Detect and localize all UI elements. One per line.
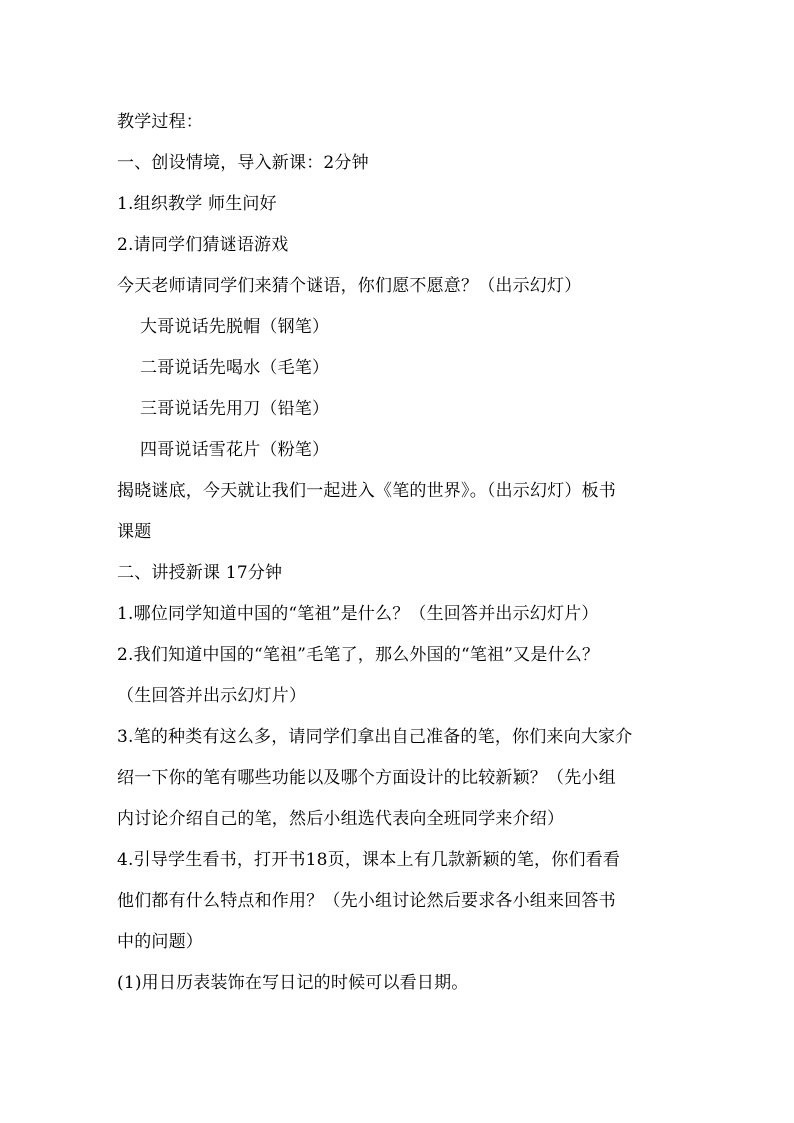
paragraph-line: 2.我们知道中国的“笔祖”毛笔了，那么外国的“笔祖”又是什么？ [117, 645, 600, 665]
riddle-line: 二哥说话先喝水（毛笔） [140, 358, 330, 378]
paragraph-line: 4.引导学生看书，打开书18页，课本上有几款新颖的笔，你们看看 [117, 850, 621, 870]
paragraph-line: 今天老师请同学们来猜个谜语，你们愿不愿意？（出示幻灯） [117, 276, 582, 296]
paragraph-line: 3.笔的种类有这么多，请同学们拿出自己准备的笔，你们来向大家介 [117, 727, 633, 747]
paragraph-line: 2.请同学们猜谜语游戏 [117, 235, 289, 255]
paragraph-line: (1)用日历表装饰在写日记的时候可以看日期。 [117, 973, 469, 993]
section-heading-process: 教学过程： [117, 112, 203, 132]
riddle-line: 四哥说话雪花片（粉笔） [140, 440, 330, 460]
paragraph-line: 1.哪位同学知道中国的“笔祖”是什么？（生回答并出示幻灯片） [117, 604, 599, 624]
paragraph-line: （生回答并出示幻灯片） [117, 686, 307, 706]
paragraph-line: 揭晓谜底，今天就让我们一起进入《笔的世界》。（出示幻灯）板书 [117, 481, 616, 501]
paragraph-line: 中的问题） [117, 932, 203, 952]
riddle-line: 大哥说话先脱帽（钢笔） [140, 317, 330, 337]
paragraph-line: 绍一下你的笔有哪些功能以及哪个方面设计的比较新颖？（先小组 [117, 768, 616, 788]
paragraph-line: 课题 [117, 522, 152, 542]
document-body [117, 102, 687, 1004]
section-heading-new-lesson: 二、讲授新课 17分钟 [117, 563, 283, 583]
riddle-line: 三哥说话先用刀（铅笔） [140, 399, 330, 419]
paragraph-line: 内讨论介绍自己的笔，然后小组选代表向全班同学来介绍） [117, 809, 565, 829]
section-heading-intro: 一、创设情境，导入新课：2分钟 [117, 153, 369, 173]
paragraph-line: 他们都有什么特点和作用？（先小组讨论然后要求各小组来回答书 [117, 891, 616, 911]
paragraph-line: 1.组织教学 师生问好 [117, 194, 277, 214]
